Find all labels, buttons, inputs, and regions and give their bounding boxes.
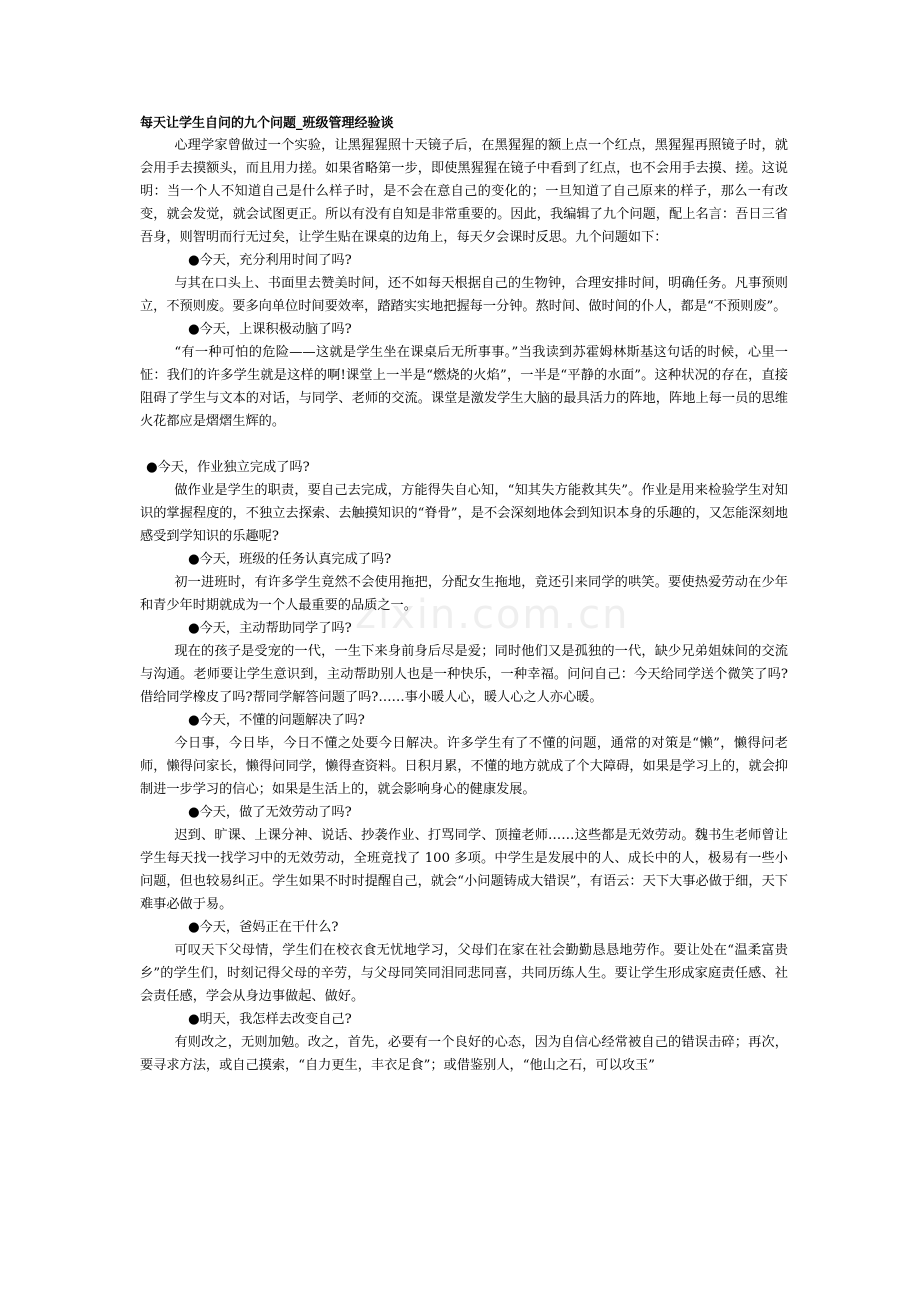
question-5: ●今天，主动帮助同学了吗? bbox=[188, 621, 352, 636]
question-6: ●今天，不懂的问题解决了吗? bbox=[188, 713, 365, 728]
question-7: ●今天，做了无效劳动了吗? bbox=[188, 805, 352, 820]
answer-5: 现在的孩子是受宠的一代，一生下来身前身后尽是爱；同时他们又是孤独的一代，缺少兄弟姐妹间的交流与沟通。老师要让学生意识到，主动帮助别人也是一种快乐，一种幸福。问问自己：今天给同学送个微笑了吗?借给同学橡皮了吗?帮同学解答问题了吗?……事小暖人心，暖人心之人亦心暖。 bbox=[140, 644, 788, 705]
answer-1: 与其在口头上、书面里去赞美时间，还不如每天根据自己的生物钟，合理安排时间，明确任务。凡事预则立，不预则废。要多向单位时间要效率，踏踏实实地把握每一分钟。熬时间、做时间的仆人，都是“不预则废”。 bbox=[140, 276, 788, 314]
answer-9: 有则改之，无则加勉。改之，首先，必要有一个良好的心态，因为自信心经常被自己的错误击碎；再次，要寻求方法，或自己摸索，“自力更生，丰衣足食”；或借鉴别人，“他山之石，可以攻玉” bbox=[140, 1035, 788, 1073]
document-page bbox=[140, 114, 788, 1077]
question-1: ●今天，充分利用时间了吗? bbox=[188, 253, 352, 268]
answer-8: 可叹天下父母情，学生们在校衣食无忧地学习，父母们在家在社会勤勤恳恳地劳作。要让处在“温柔富贵乡”的学生们，时刻记得父母的辛劳，与父母同笑同泪同悲同喜，共同历练人生。要让学生形成家庭责任感、社会责任感，学会从身边事做起、做好。 bbox=[140, 943, 788, 1004]
answer-6: 今日事，今日毕，今日不懂之处要今日解决。许多学生有了不懂的问题，通常的对策是“懒”，懒得问老师，懒得问家长，懒得问同学，懒得查资料。日积月累，不懂的地方就成了个大障碍，如果是学习上的，就会抑制进一步学习的信心；如果是生活上的，就会影响身心的健康发展。 bbox=[140, 736, 788, 797]
answer-7: 迟到、旷课、上课分神、说话、抄袭作业、打骂同学、顶撞老师……这些都是无效劳动。魏书生老师曾让学生每天找一找学习中的无效劳动，全班竟找了 100 多项。中学生是发展中的人、成长中的人，极易有一些小问题，但也较易纠正。学生如果不时时提醒自己，就会“小问题铸成大错误”，有语云：天下大事必做于细，天下难事必做于易。 bbox=[140, 828, 788, 912]
watermark: zixin.com.cn bbox=[355, 592, 630, 638]
question-2: ●今天，上课积极动脑了吗? bbox=[188, 322, 352, 337]
answer-3: 做作业是学生的职责，要自己去完成，方能得失自心知，“知其失方能救其失”。作业是用来检验学生对知识的掌握程度的，不独立去探索、去触摸知识的“脊骨”，是不会深刻地体会到知识本身的乐趣的，又怎能深刻地感受到学知识的乐趣呢? bbox=[140, 483, 788, 544]
question-9: ●明天，我怎样去改变自己? bbox=[188, 1012, 352, 1027]
answer-2: “有一种可怕的危险——这就是学生坐在课桌后无所事事。”当我读到苏霍姆林斯基这句话的时候，心里一怔：我们的许多学生就是这样的啊!课堂上一半是“燃烧的火焰”，一半是“平静的水面”。这种状况的存在，直接阻碍了学生与文本的对话，与同学、老师的交流。课堂是激发学生大脑的最具活力的阵地，阵地上每一员的思维火花都应是熠熠生辉的。 bbox=[140, 345, 788, 429]
document-title: 每天让学生自问的九个问题_班级管理经验谈 bbox=[140, 116, 394, 131]
intro-paragraph: 心理学家曾做过一个实验，让黑猩猩照十天镜子后，在黑猩猩的额上点一个红点，黑猩猩再照镜子时，就会用手去摸额头，而且用力搓。如果省略第一步，即使黑猩猩在镜子中看到了红点，也不会用手去摸、搓。这说明：当一个人不知道自己是什么样子时，是不会在意自己的变化的；一旦知道了自己原来的样子，那么一有改变，就会发觉，就会试图更正。所以有没有自知是非常重要的。因此，我编辑了九个问题，配上名言：吾日三省吾身，则智明而行无过矣，让学生贴在课桌的边角上，每天夕会课时反思。九个问题如下： bbox=[140, 138, 788, 245]
question-3: ●今天，作业独立完成了吗? bbox=[146, 460, 310, 475]
answer-4: 初一进班时，有许多学生竟然不会使用拖把，分配女生拖地，竟还引来同学的哄笑。要使热爱劳动在少年和青少年时期就成为一个人最重要的品质之一。 bbox=[140, 575, 788, 613]
question-8: ●今天，爸妈正在干什么? bbox=[188, 920, 339, 935]
spacer bbox=[140, 433, 788, 456]
question-4: ●今天，班级的任务认真完成了吗? bbox=[188, 552, 392, 567]
